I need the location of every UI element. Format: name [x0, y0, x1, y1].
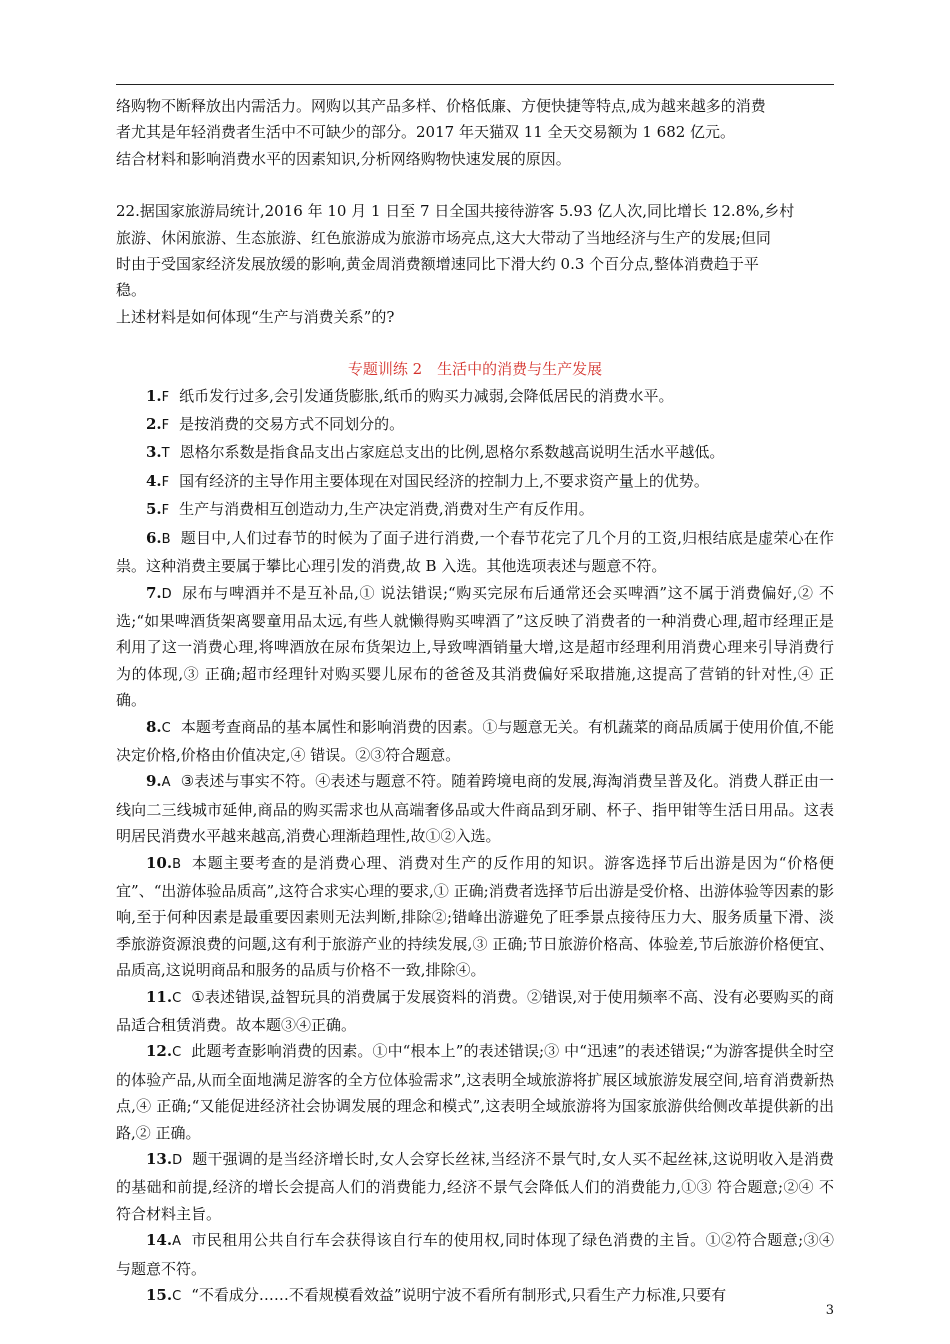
answer-item: [116, 1282, 834, 1310]
answer-number: 10.: [146, 853, 173, 872]
question-22-line: 稳。: [116, 281, 147, 300]
answer-text: 题干强调的是当经济增长时,女人会穿长丝袜,当经济不景气时,女人买不起丝袜,这说明收入是消费的基础和前提,经济的增长会提高人们的消费能力,经济不景气会降低人们的消费能力,①③ 符合题意;②④ 不符合材料主旨。: [116, 1150, 834, 1223]
answer-text: 题目中,人们过春节的时候为了面子进行消费,一个春节花完了几个月的工资,归根结底是虚荣心在作祟。这种消费主要属于攀比心理引发的消费,故 B 入选。其他选项表述与题意不符。: [116, 528, 834, 576]
answer-number: 5.: [146, 500, 162, 519]
answer-letter: A: [161, 775, 171, 791]
answer-item: [116, 1146, 834, 1227]
answer-number: 13.: [146, 1150, 173, 1169]
answer-text: ①表述错误,益智玩具的消费属于发展资料的消费。②错误,对于使用频率不高、没有必要购买的商品适合租赁消费。故本题③④正确。: [116, 987, 834, 1034]
answer-letter: B: [172, 856, 182, 872]
answer-number: 11.: [146, 987, 173, 1006]
answer-item: [116, 496, 834, 524]
question-22-prompt: 上述材料是如何体现“生产与消费关系”的?: [116, 307, 395, 326]
answer-text: 恩格尔系数是指食品支出占家庭总支出的比例,恩格尔系数越高说明生活水平越低。: [179, 443, 725, 462]
answer-number: 3.: [146, 443, 162, 462]
answer-item: [116, 580, 834, 714]
answer-number: 6.: [146, 528, 162, 547]
answer-letter: F: [161, 474, 170, 490]
answer-letter: T: [161, 446, 170, 462]
answer-text: 是按消费的交易方式不同划分的。: [179, 415, 405, 434]
answer-number: 12.: [146, 1042, 173, 1061]
answer-text: 此题考查影响消费的因素。①中“根本上”的表述错误;③ 中“迅速”的表述错误;“为游客提供全时空的体验产品,从而全面地满足游客的全方位体验需求”,这表明全域旅游将扩展区域旅游发展空间,培育消费新热点,④ 正确;“又能促进经济社会协调发展的理念和模式”,这表明全域旅游将为国家旅游供给侧改革提供新的出路,② 正确。: [116, 1042, 834, 1142]
page-number: 3: [825, 1303, 834, 1318]
answer-item: [116, 984, 834, 1039]
answer-text: 本题考查商品的基本属性和影响消费的因素。①与题意无关。有机蔬菜的商品质属于使用价值,不能决定价格,价格由价值决定,④ 错误。②③符合题意。: [116, 717, 834, 764]
section-title: 专题训练 2 生活中的消费与生产发展: [347, 360, 603, 379]
answer-number: 2.: [146, 415, 162, 434]
answer-item: [116, 714, 834, 769]
answer-item: [116, 768, 834, 849]
answer-text: 市民租用公共自行车会获得该自行车的使用权,同时体现了绿色消费的主旨。①②符合题意;③④ 与题意不符。: [116, 1231, 834, 1278]
answer-item: [116, 383, 834, 411]
answer-item: [116, 411, 834, 439]
question-22-line: 旅游、休闲旅游、生态旅游、红色旅游成为旅游市场亮点,这大大带动了当地经济与生产的发展;但同: [116, 228, 771, 247]
answer-text: 生产与消费相互创造动力,生产决定消费,消费对生产有反作用。: [179, 500, 594, 519]
answer-letter: C: [172, 1289, 182, 1305]
intro-line: 者尤其是年轻消费者生活中不可缺少的部分。2017 年天猫双 11 全天交易额为 1 682 亿元。: [116, 123, 736, 142]
answer-letter: C: [172, 990, 182, 1006]
answer-letter: A: [172, 1234, 182, 1250]
answer-number: 14.: [146, 1231, 173, 1250]
answer-text: ③表述与事实不符。④表述与题意不符。随着跨境电商的发展,海淘消费呈普及化。消费人群正由一线向二三线城市延伸,商品的购买需求也从高端奢侈品或大件商品到牙刷、杯子、指甲钳等生活日用品。这表明居民消费水平越来越高,消费心理渐趋理性,故①②入选。: [116, 772, 834, 846]
answer-number: 1.: [146, 386, 162, 405]
answer-letter: C: [172, 1045, 182, 1061]
answer-letter: D: [161, 586, 172, 602]
answer-item: [116, 468, 834, 496]
answer-text: “不看成分……不看规模看效益”说明宁波不看所有制形式,只看生产力标准,只要有: [191, 1286, 727, 1305]
answer-letter: F: [161, 389, 170, 405]
answer-letter: F: [161, 503, 170, 519]
answer-text: 本题主要考查的是消费心理、消费对生产的反作用的知识。游客选择节后出游是因为“价格便宜”、“出游体验品质高”,这符合求实心理的要求,① 正确;消费者选择节后出游是受价格、出游体验等因素的影响,至于何种因素是最重要因素则无法判断,排除②;错峰出游避免了旺季景点接待压力大、服务质量下滑、淡季旅游资源浪费的问题,这有利于旅游产业的持续发展,③ 正确;节日旅游价格高、体验差,节后旅游价格便宜、品质高,这说明商品和服务的品质与价格不一致,排除④。: [116, 853, 834, 980]
answer-text: 纸币发行过多,会引发通货膨胀,纸币的购买力减弱,会降低居民的消费水平。: [179, 386, 674, 405]
answer-letter: C: [161, 720, 171, 736]
top-rule: [116, 84, 834, 85]
answer-letter: F: [161, 418, 170, 434]
answer-item: [116, 439, 834, 467]
answer-text: 国有经济的主导作用主要体现在对国民经济的控制力上,不要求资产量上的优势。: [179, 471, 709, 490]
answer-letter: D: [172, 1153, 183, 1169]
answer-number: 8.: [146, 717, 162, 736]
answer-number: 15.: [146, 1286, 173, 1305]
answer-text: 尿布与啤酒并不是互补品,① 说法错误;“购买完尿布后通常还会买啤酒”这不属于消费偏好,② 不选;“如果啤酒货架离婴童用品太远,有些人就懒得购买啤酒了”这反映了消费者的一种消费心理,超市经理正是利用了这一消费心理,将啤酒放在尿布货架边上,导致啤酒销量大增,这是超市经理利用消费心理来引导消费行为的体现,③ 正确;超市经理针对购买婴儿尿布的爸爸及其消费偏好采取措施,这提高了营销的针对性,④ 正确。: [116, 583, 834, 710]
answer-item: [116, 850, 834, 984]
answer-number: 7.: [146, 583, 162, 602]
answer-item: [116, 1227, 834, 1282]
page-content: [116, 93, 834, 1310]
question-22-line: 时由于受国家经济发展放缓的影响,黄金周消费额增速同比下滑大约 0.3 个百分点,整体消费趋于平: [116, 255, 759, 274]
answer-number: 9.: [146, 772, 162, 791]
intro-line: 络购物不断释放出内需活力。网购以其产品多样、价格低廉、方便快捷等特点,成为越来越多的消费: [116, 97, 766, 115]
answer-item: [116, 1038, 834, 1146]
answer-list: [116, 383, 834, 1311]
intro-line: 结合材料和影响消费水平的因素知识,分析网络购物快速发展的原因。: [116, 149, 571, 168]
answer-number: 4.: [146, 471, 162, 490]
answer-letter: B: [161, 531, 171, 547]
question-22-line: 22.据国家旅游局统计,2016 年 10 月 1 日至 7 日全国共接待游客 5.93 亿人次,同比增长 12.8%,乡村: [116, 202, 795, 221]
answer-item: [116, 525, 834, 580]
